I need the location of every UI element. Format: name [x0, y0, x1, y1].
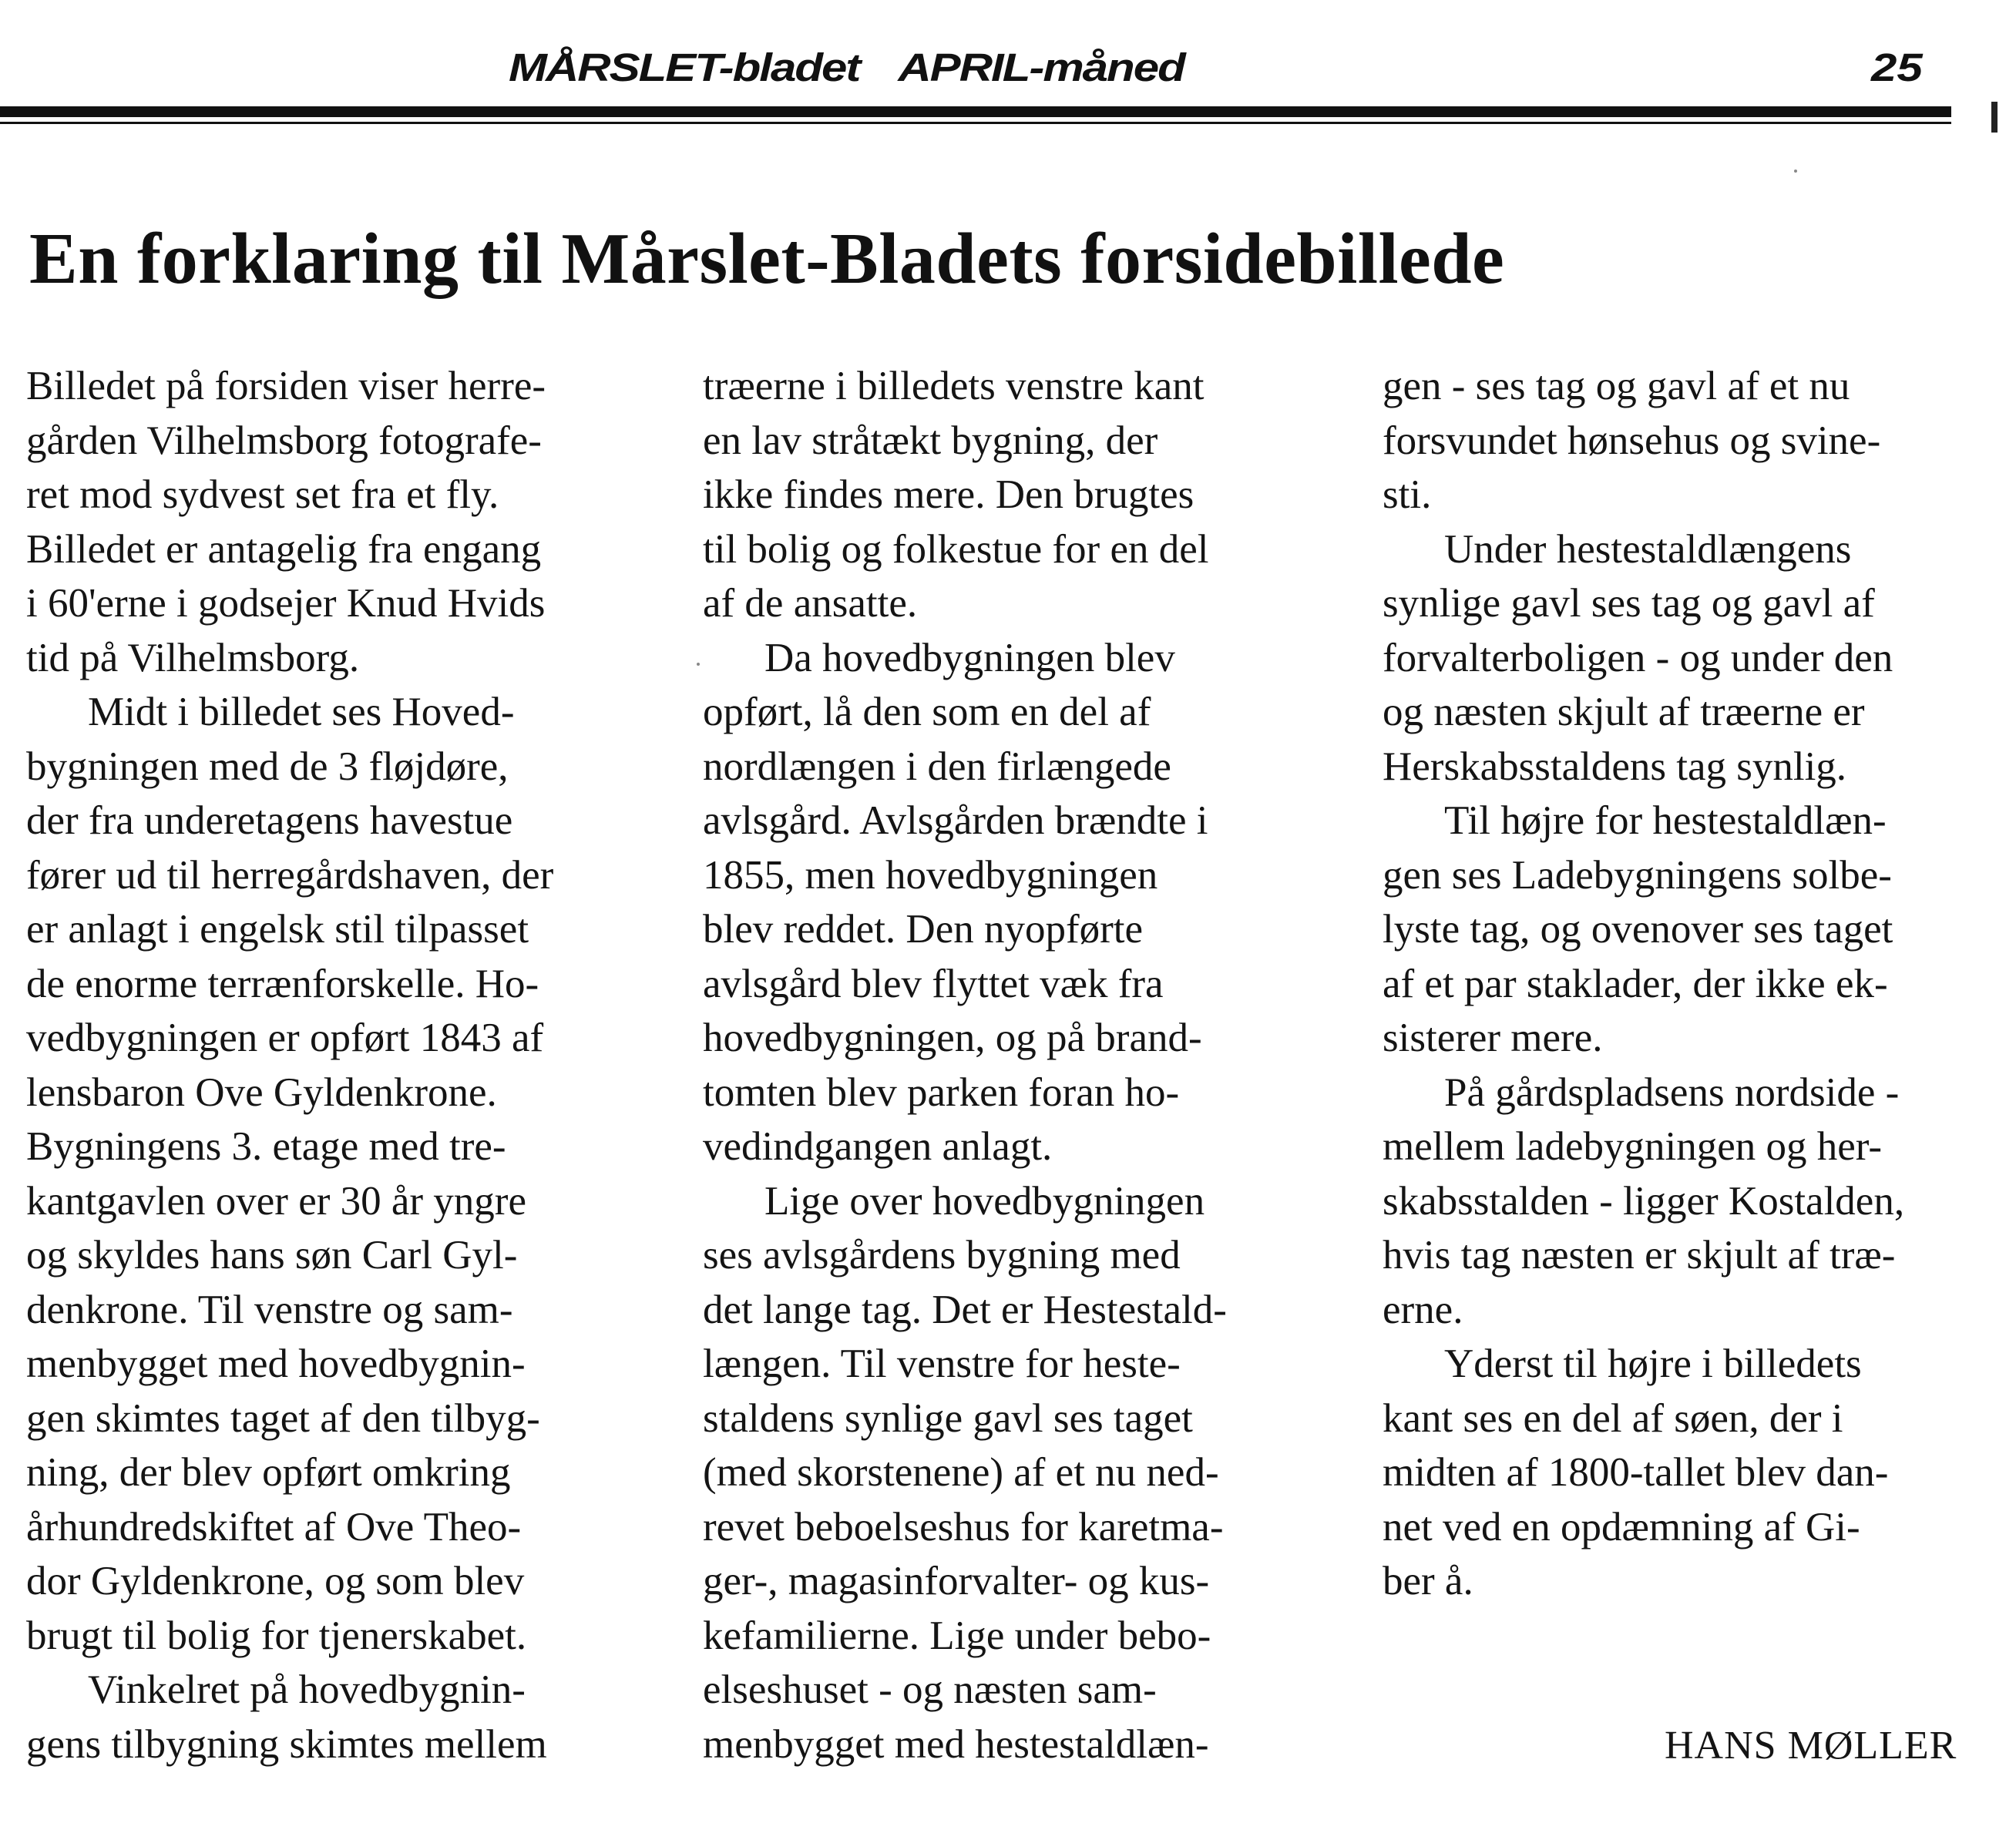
text-line: træerne i billedets venstre kant: [703, 364, 1205, 408]
text-line: Da hovedbygningen blev: [764, 635, 1175, 680]
text-line: kantgavlen over er 30 år yngre: [26, 1178, 526, 1224]
text-line: denkrone. Til venstre og sam-: [26, 1287, 513, 1332]
text-line: vedbygningen er opført 1843 af: [26, 1016, 544, 1060]
text-line: sisterer mere.: [1383, 1016, 1603, 1060]
text-line: avlsgård. Avlsgården brændte i: [703, 798, 1208, 843]
text-line: gen ses Ladebygningens solbe-: [1383, 852, 1892, 898]
text-line: tomten blev parken foran ho-: [703, 1069, 1180, 1115]
scan-speck: [1794, 170, 1797, 173]
text-line: Lige over hovedbygningen: [764, 1178, 1205, 1224]
text-line: forsvundet hønsehus og svine-: [1383, 418, 1881, 463]
text-line: Bygningens 3. etage med tre-: [26, 1124, 506, 1169]
text-line: gen - ses tag og gavl af et nu: [1383, 364, 1850, 408]
text-line: menbygget med hestestaldlæn-: [703, 1721, 1209, 1767]
article-column-1: [26, 359, 643, 1771]
text-line: Yderst til højre i billedets: [1444, 1341, 1862, 1386]
text-line: lyste tag, og ovenover ses taget: [1383, 907, 1893, 952]
edge-mark: [1991, 102, 1998, 133]
text-line: århundredskiftet af Ove Theo-: [26, 1504, 522, 1550]
text-line: i 60'erne i godsejer Knud Hvids: [26, 581, 546, 626]
text-line: kant ses en del af søen, der i: [1383, 1395, 1843, 1441]
text-line: staldens synlige gavl ses taget: [703, 1395, 1193, 1441]
text-line: der fra underetagens havestue: [26, 798, 513, 843]
text-line: Billedet på forsiden viser herre-: [26, 364, 546, 408]
text-line: elseshuset - og næsten sam-: [703, 1667, 1157, 1712]
publication-name: MÅRSLET-bladet: [509, 45, 860, 89]
text-line: bygningen med de 3 fløjdøre,: [26, 744, 509, 789]
text-line: tid på Vilhelmsborg.: [26, 635, 360, 680]
text-line: mellem ladebygningen og her-: [1383, 1124, 1882, 1169]
text-line: ger-, magasinforvalter- og kus-: [703, 1559, 1210, 1603]
text-line: (med skorstenene) af et nu ned-: [703, 1450, 1219, 1495]
text-line: opført, lå den som en del af: [703, 690, 1151, 734]
text-line: hovedbygningen, og på brand-: [703, 1016, 1202, 1060]
text-line: lensbaron Ove Gyldenkrone.: [26, 1069, 497, 1115]
text-line: og skyldes hans søn Carl Gyl-: [26, 1233, 518, 1278]
text-line: af et par staklader, der ikke ek-: [1383, 961, 1888, 1006]
text-line: og næsten skjult af træerne er: [1383, 690, 1865, 734]
text-line: sti.: [1383, 472, 1432, 517]
text-line: Herskabsstaldens tag synlig.: [1383, 744, 1847, 789]
text-line: længen. Til venstre for heste-: [703, 1341, 1181, 1386]
text-line: kefamilierne. Lige under bebo-: [703, 1613, 1211, 1658]
text-line: menbygget med hovedbygnin-: [26, 1341, 526, 1386]
text-line: vedindgangen anlagt.: [703, 1124, 1053, 1169]
text-line: forvalterboligen - og under den: [1383, 635, 1893, 680]
text-line: revet beboelseshus for karetma-: [703, 1504, 1224, 1550]
text-line: nordlængen i den firlængede: [703, 744, 1171, 789]
header-rule-thin: [0, 122, 1951, 124]
text-line: midten af 1800-tallet blev dan-: [1383, 1450, 1889, 1495]
text-line: Vinkelret på hovedbygnin-: [88, 1667, 526, 1712]
scan-speck: [697, 663, 700, 666]
page-header: [0, 39, 1951, 92]
text-line: Billedet er antagelig fra engang: [26, 526, 542, 572]
text-line: gens tilbygning skimtes mellem: [26, 1721, 547, 1767]
text-line: af de ansatte.: [703, 581, 918, 626]
text-line: ning, der blev opført omkring: [26, 1450, 511, 1495]
text-line: er anlagt i engelsk stil tilpasset: [26, 907, 529, 952]
text-line: det lange tag. Det er Hestestald-: [703, 1287, 1227, 1332]
text-line: avlsgård blev flyttet væk fra: [703, 961, 1164, 1006]
article-title: En forklaring til Mårslet-Bladets forsidebillede: [29, 219, 1505, 299]
text-line: net ved en opdæmning af Gi-: [1383, 1504, 1860, 1550]
article-column-2: [703, 359, 1319, 1771]
article-column-3: [1383, 359, 1999, 1609]
text-line: fører ud til herregårdshaven, der: [26, 852, 554, 898]
text-line: hvis tag næsten er skjult af træ-: [1383, 1233, 1896, 1278]
text-line: gården Vilhelmsborg fotografe-: [26, 418, 542, 463]
text-line: en lav stråtækt bygning, der: [703, 418, 1158, 463]
text-line: 1855, men hovedbygningen: [703, 852, 1158, 898]
text-line: de enorme terrænforskelle. Ho-: [26, 961, 539, 1006]
text-line: blev reddet. Den nyopførte: [703, 907, 1144, 952]
publication-header: [509, 45, 1184, 90]
header-rule: [0, 106, 1951, 117]
text-line: erne.: [1383, 1287, 1463, 1332]
author-signature: HANS MØLLER: [1665, 1724, 1957, 1768]
page-number: 25: [1871, 45, 1923, 89]
text-line: synlige gavl ses tag og gavl af: [1383, 581, 1875, 626]
issue-month: APRIL-måned: [898, 45, 1184, 89]
text-line: Under hestestaldlængens: [1444, 526, 1852, 572]
text-line: ber å.: [1383, 1559, 1473, 1603]
text-line: brugt til bolig for tjenerskabet.: [26, 1613, 527, 1658]
text-line: til bolig og folkestue for en del: [703, 526, 1209, 572]
text-line: Midt i billedet ses Hoved-: [88, 690, 515, 734]
text-line: ses avlsgårdens bygning med: [703, 1233, 1181, 1278]
text-line: skabsstalden - ligger Kostalden,: [1383, 1178, 1905, 1224]
text-line: ikke findes mere. Den brugtes: [703, 472, 1194, 517]
text-line: gen skimtes taget af den tilbyg-: [26, 1395, 540, 1441]
text-line: dor Gyldenkrone, og som blev: [26, 1559, 525, 1603]
text-line: ret mod sydvest set fra et fly.: [26, 472, 499, 517]
text-line: Til højre for hestestaldlæn-: [1444, 798, 1887, 843]
text-line: På gårdspladsens nordside -: [1444, 1069, 1900, 1115]
